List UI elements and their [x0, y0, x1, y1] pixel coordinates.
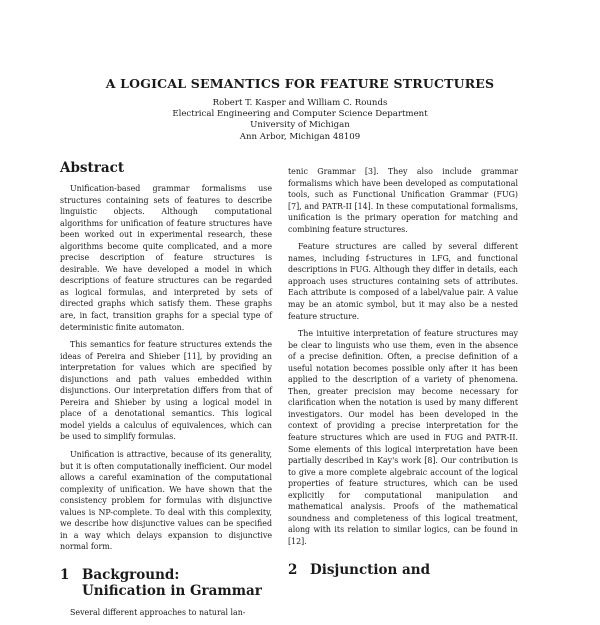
section-1-number: 1: [60, 566, 70, 583]
paper-title: A LOGICAL SEMANTICS FOR FEATURE STRUCTURES: [105, 76, 495, 91]
right-paragraph-2: Feature structures are called by several different names, including f-structures in LFG, and functional descriptions in FUG. Although they differ in details, each approach uses structures containing sets of attributes. Each attribute is composed of a label/value pair. A value may be an atomic symbol, but it may also be a nested feature structure.: [288, 242, 518, 321]
section-2-number: 2: [288, 561, 298, 578]
section-2-heading: [288, 562, 518, 578]
abstract-paragraph-1: Unification-based grammar formalisms use structures containing sets of features to describe linguistic objects. Although computational algorithms for unification of feature structures have been worked out in experimental research, these algorithms become quite complicated, and a more precise description of feature structures is desirable. We have developed a model in which descriptions of feature structures can be regarded as logical formulas, and interpreted by sets of directed graphs which satisfy them. These graphs are, in fact, transition graphs for a special type of deterministic finite automaton.: [60, 184, 272, 332]
abstract-paragraph-2: This semantics for feature structures extends the ideas of Pereira and Shieber [11], by providing an interpretation for values which are specified by disjunctions and path values embedded within disjunctions. Our interpretation differs from that of Pereira and Shieber by using a logical model in place of a denotational semantics. This logical model yields a calculus of equivalences, which can be used to simplify formulas.: [60, 340, 272, 442]
abstract-paragraph-3: Unification is attractive, because of its generality, but it is often computationally inefficient. Our model allows a careful examination of the computational complexity of unification. We have shown that the consistency problem for formulas with disjunctive values is NP-complete. To deal with this complexity, we describe how disjunctive values can be specified in a way which delays expansion to disjunctive normal form.: [60, 450, 272, 552]
section-2-title-line-1: Disjunction and: [310, 561, 431, 578]
right-column: [288, 166, 518, 586]
section-2-title: [310, 562, 518, 578]
section-1-title: [82, 567, 272, 599]
section-1-heading: [60, 567, 272, 599]
author-location: Ann Arbor, Michigan 48109: [239, 131, 361, 142]
author-department: Electrical Engineering and Computer Science Department: [172, 109, 428, 120]
section-1-title-line-1: Background:: [82, 566, 180, 583]
left-column: [60, 160, 272, 625]
section-1-title-line-2: Unification in Grammar: [82, 582, 262, 599]
right-paragraph-3: The intuitive interpretation of feature structures may be clear to linguists who use them, even in the absence of a precise definition. Often, a precise definition of a useful notation becomes possible only after it has been applied to the description of a variety of phenomena. Then, greater precision may become necessary for clarification when the notation is used by many different investigators. Our model has been developed in the context of providing a precise interpretation for the feature structures which are used in FUG and PATR-II. Some elements of this logical interpretation have been partially described in Kay's work [8]. Our contribution is to give a more complete algebraic account of the logical properties of feature structures, which can be used explicitly for computational manipulation and mathematical analysis. Proofs of the mathematical soundness and completeness of this logical treatment, along with its relation to similar logics, can be found in [12].: [288, 329, 518, 546]
section-1-first-line: Several different approaches to natural lan-: [70, 607, 246, 617]
author-names: Robert T. Kasper and William C. Rounds: [212, 98, 388, 108]
author-university: University of Michigan: [250, 120, 350, 131]
abstract-heading: Abstract: [60, 160, 125, 176]
right-paragraph-1: tenic Grammar [3]. They also include grammar formalisms which have been developed as computational tools, such as Functional Unification Grammar (FUG) [7], and PATR-II [14]. In these computational formalisms, unification is the primary operation for matching and combining feature structures.: [288, 167, 518, 234]
